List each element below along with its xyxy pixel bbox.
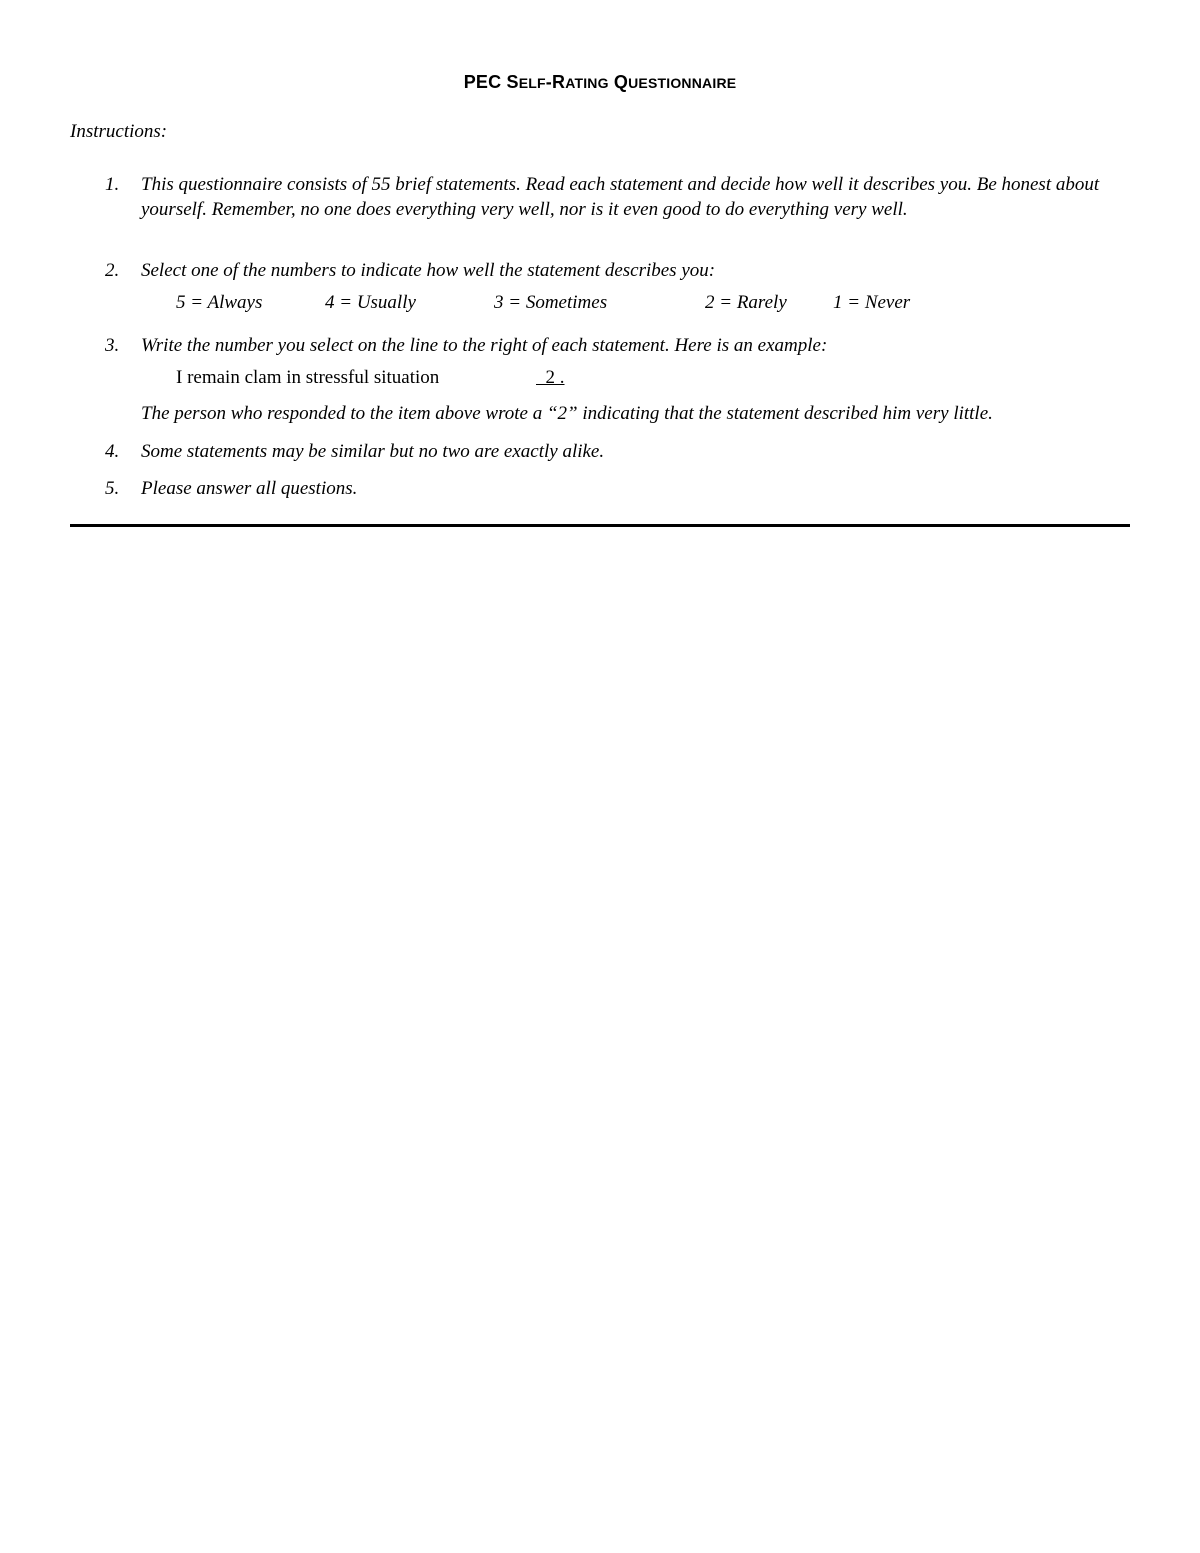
title-part: ATING <box>565 75 609 91</box>
title-part: UESTIONNAIRE <box>628 75 737 91</box>
example-answer: 2 . <box>536 367 565 388</box>
example-note: The person who responded to the item above wrote a “2” indicating that the statement described him very little. <box>141 403 993 424</box>
scale-option-usually: 4 = Usually <box>325 292 416 313</box>
instruction-item-1 <box>105 172 1125 247</box>
item-number: 4. <box>105 441 120 462</box>
title-part: -R <box>545 72 566 92</box>
scale-option-always: 5 = Always <box>176 292 263 313</box>
item-number: 2. <box>105 260 120 281</box>
instruction-item-2 <box>105 258 1125 283</box>
item-text: Write the number you select on the line to the right of each statement. Here is an example: <box>141 335 828 356</box>
item-number: 5. <box>105 478 120 499</box>
item-text: Some statements may be similar but no two are exactly alike. <box>141 441 605 462</box>
item-text: Select one of the numbers to indicate how well the statement describes you: <box>141 260 716 281</box>
instruction-item-5 <box>105 476 1125 501</box>
scale-option-sometimes: 3 = Sometimes <box>494 292 608 313</box>
title-part: ELF <box>518 75 546 91</box>
divider-rule <box>70 524 1130 527</box>
title-part: PEC S <box>463 72 519 92</box>
instruction-item-3 <box>105 333 1125 358</box>
item-number: 1. <box>105 174 120 195</box>
instruction-item-4 <box>105 439 1125 464</box>
instructions-label: Instructions: <box>70 121 168 142</box>
title-part: Q <box>608 72 629 92</box>
item-number: 3. <box>105 335 120 356</box>
page-title <box>0 72 1200 93</box>
example-statement: I remain clam in stressful situation <box>176 367 440 388</box>
scale-option-never: 1 = Never <box>833 292 911 313</box>
item-text: This questionnaire consists of 55 brief statements. Read each statement and decide how well it describes you. Be honest about yourself. Remember, no one does everything very well, nor is it even good to do everything very well. <box>141 174 1100 220</box>
scale-option-rarely: 2 = Rarely <box>705 292 787 313</box>
item-text: Please answer all questions. <box>141 478 358 499</box>
